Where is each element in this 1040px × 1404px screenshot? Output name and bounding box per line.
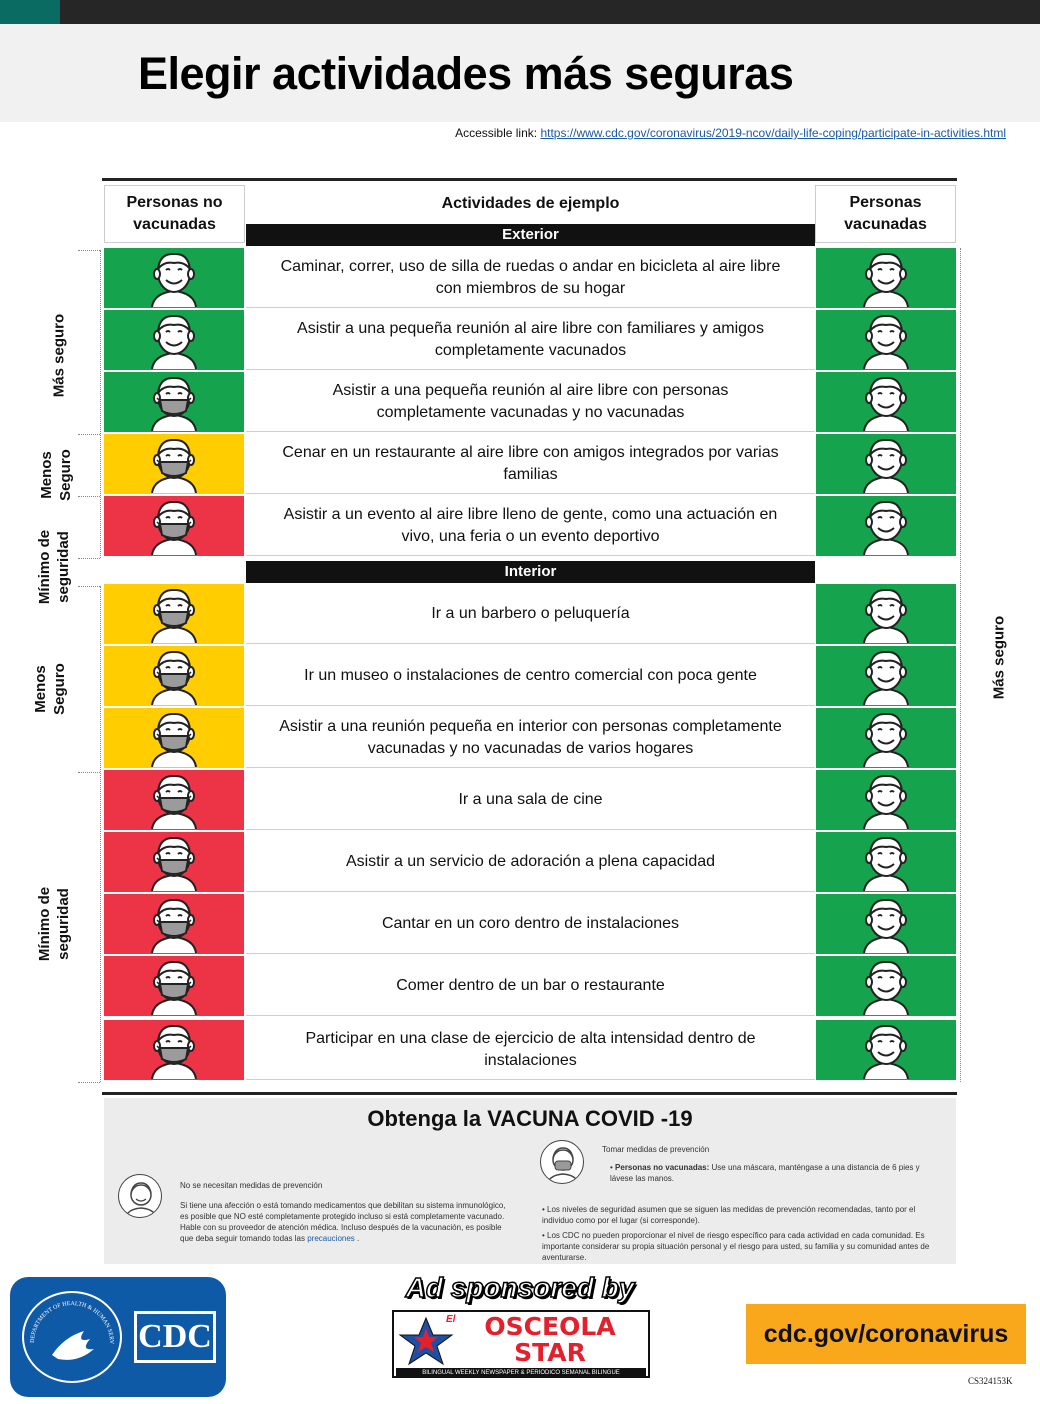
face-no-mask-icon: [140, 249, 208, 307]
vaccinated-risk-cell: [816, 584, 956, 644]
unvaccinated-risk-cell: [104, 770, 244, 830]
activity-text: Asistir a una pequeña reunión al aire libre con personas completamente vacunadas y no vacunadas: [246, 372, 815, 432]
table-row: [104, 956, 956, 1016]
table-top-rule: [102, 178, 957, 181]
note-1: • Los niveles de seguridad asumen que se siguen las medidas de prevención recomendadas, tanto por el individuo como por el lugar (si corresponde).: [542, 1205, 916, 1225]
face-mask-icon: [140, 435, 208, 493]
footer-legend: [104, 1098, 956, 1264]
activity-text: Ir a un barbero o peluquería: [246, 584, 815, 644]
right-bracket: [960, 248, 961, 1082]
osceola-tagline: BILINGUAL WEEKLY NEWSPAPER & PERIODICO SEMANAL BILINGUE: [396, 1368, 646, 1378]
svg-text:DEPARTMENT OF HEALTH & HUMAN S: [24, 1293, 114, 1345]
face-mask-icon: [140, 585, 208, 643]
bracket-tick: [78, 1082, 100, 1083]
label-minimo-exterior: [35, 507, 73, 627]
activity-text: Ir a una sala de cine: [246, 770, 815, 830]
table-row: [104, 708, 956, 768]
vaccinated-risk-cell: [816, 956, 956, 1016]
vaccinated-risk-cell: [816, 310, 956, 370]
note-2-text: Los CDC no pueden proporcionar el nivel de riesgo específico para cada actividad en cada comunidad. Es importante considerar su propia situación personal y el riesgo para usted, su familia y su comunidad antes de aventurarse.: [542, 1231, 930, 1262]
left-bracket-interior: [100, 586, 101, 1082]
label-text: Mínimo de seguridad: [36, 529, 72, 605]
document-code: CS324153K: [968, 1376, 1013, 1386]
face-no-mask-icon: [852, 771, 920, 829]
precautions-link[interactable]: precauciones: [307, 1234, 355, 1243]
vaccinated-risk-cell: [816, 248, 956, 308]
unvaccinated-risk-cell: [104, 496, 244, 556]
header-unvaccinated: Personas no vacunadas: [104, 185, 245, 243]
unvaccinated-risk-cell: [104, 956, 244, 1016]
face-no-mask-icon: [852, 249, 920, 307]
label-minimo-interior: [35, 864, 73, 984]
face-no-mask-icon: [852, 833, 920, 891]
unvaccinated-note: • Personas no vacunadas: Use una máscara, manténgase a una distancia de 6 pies y lávese las manos.: [610, 1163, 920, 1183]
unvaccinated-risk-cell: [104, 372, 244, 432]
label-text: Menos Seguro: [32, 663, 68, 715]
activity-text: Asistir a un servicio de adoración a plena capacidad: [246, 832, 815, 892]
face-mask-icon: [140, 709, 208, 767]
activity-text: Asistir a una pequeña reunión al aire libre con familiares y amigos completamente vacunados: [246, 310, 815, 370]
face-no-mask-icon: [852, 709, 920, 767]
section-interior: Interior: [246, 561, 815, 583]
left-bracket-exterior: [100, 250, 101, 558]
unvaccinated-risk-cell: [104, 434, 244, 494]
hhs-seal-icon: [22, 1291, 122, 1383]
unvaccinated-risk-cell: [104, 310, 244, 370]
unvaccinated-risk-cell: [104, 832, 244, 892]
table-row: [104, 434, 956, 494]
bracket-tick: [78, 558, 100, 559]
bracket-tick: [78, 772, 100, 773]
face-mask-icon: [140, 771, 208, 829]
activity-text: Ir un museo o instalaciones de centro comercial con poca gente: [246, 646, 815, 706]
osceola-el: El: [446, 1314, 456, 1325]
table-row: [104, 832, 956, 892]
hhs-seal-text: DEPARTMENT OF HEALTH & HUMAN SERV: [29, 1300, 115, 1345]
vaccinated-risk-cell: [816, 646, 956, 706]
vaccinated-risk-cell: [816, 434, 956, 494]
table-row: [104, 1020, 956, 1080]
footer-title: Obtenga la VACUNA COVID -19: [367, 1106, 693, 1131]
page-title: Elegir actividades más seguras: [138, 48, 794, 99]
osceola-name-line-2: STAR: [514, 1338, 586, 1367]
label-text: Menos Seguro: [38, 449, 74, 501]
top-bar-accent: [0, 0, 60, 24]
note-2: • Los CDC no pueden proporcionar el nivel de riesgo específico para cada actividad en cada comunidad. Es importante considerar su propia situación personal y el riesgo para usted, su familia y su comunidad antes de aventurarse.: [542, 1231, 930, 1262]
vaccinated-risk-cell: [816, 894, 956, 954]
table-row: [104, 894, 956, 954]
face-no-mask-icon: [852, 585, 920, 643]
cdc-wordmark: CDC: [134, 1311, 216, 1363]
face-no-mask-icon: [118, 1174, 162, 1218]
face-mask-icon: [140, 833, 208, 891]
unvaccinated-bold: Personas no vacunadas:: [615, 1163, 710, 1172]
accessible-link-line: [455, 126, 1006, 140]
table-bottom-rule: [102, 1092, 957, 1095]
face-no-mask-icon: [852, 435, 920, 493]
table-row: [104, 496, 956, 556]
face-no-mask-icon: [852, 497, 920, 555]
immune-note: Si tiene una afección o está tomando medicamentos que debilitan su sistema inmunológico, es posible que NO esté completamente protegido incluso si está completamente vacunado. Hable con su proveedor de atención médica. Incluso después de la vacunación, es posible que deba seguir tomando todas las precauciones .: [180, 1201, 506, 1243]
activity-text: Comer dentro de un bar o restaurante: [246, 956, 815, 1016]
table-row: [104, 646, 956, 706]
section-exterior: Exterior: [246, 224, 815, 246]
accessible-link-label: Accessible link:: [455, 126, 538, 140]
accessible-link-url[interactable]: https://www.cdc.gov/coronavirus/2019-ncov/daily-life-coping/participate-in-activities.html: [540, 126, 1006, 140]
face-no-mask-icon: [852, 647, 920, 705]
label-mas-seguro-right: Más seguro: [990, 615, 1008, 700]
face-mask-icon: [140, 373, 208, 431]
unvaccinated-risk-cell: [104, 708, 244, 768]
vaccinated-risk-cell: [816, 496, 956, 556]
vaccinated-risk-cell: [816, 770, 956, 830]
take-measures-text: Tomar medidas de prevención: [602, 1145, 710, 1154]
unvaccinated-risk-cell: [104, 584, 244, 644]
face-no-mask-icon: [852, 895, 920, 953]
face-mask-icon: [140, 957, 208, 1015]
vaccinated-risk-cell: [816, 832, 956, 892]
unvaccinated-risk-cell: [104, 248, 244, 308]
face-mask-icon: [140, 1021, 208, 1079]
table-row: [104, 584, 956, 644]
cdc-url-banner[interactable]: cdc.gov/coronavirus: [746, 1304, 1026, 1364]
cdc-logo: [10, 1277, 226, 1397]
vaccinated-risk-cell: [816, 372, 956, 432]
table-row: [104, 770, 956, 830]
unvaccinated-risk-cell: [104, 646, 244, 706]
table-row: [104, 372, 956, 432]
bracket-tick: [78, 586, 100, 587]
bracket-tick: [78, 496, 100, 497]
face-no-mask-icon: [852, 957, 920, 1015]
activity-text: Asistir a un evento al aire libre lleno de gente, como una actuación en vivo, una feria o un evento deportivo: [246, 496, 815, 556]
label-text: Mínimo de seguridad: [36, 886, 72, 962]
vaccinated-risk-cell: [816, 708, 956, 768]
top-bar: [0, 0, 1040, 24]
face-mask-icon: [140, 647, 208, 705]
bracket-tick: [78, 250, 100, 251]
unvaccinated-risk-cell: [104, 1020, 244, 1080]
vaccinated-risk-cell: [816, 1020, 956, 1080]
unvaccinated-risk-cell: [104, 894, 244, 954]
activity-text: Cenar en un restaurante al aire libre con amigos integrados por varias familias: [246, 434, 815, 494]
face-mask-icon: [540, 1140, 584, 1184]
activity-text: Participar en una clase de ejercicio de alta intensidad dentro de instalaciones: [246, 1020, 815, 1080]
sponsor-title: Ad sponsored by: [405, 1272, 635, 1303]
osceola-star-logo: [392, 1310, 650, 1378]
unvaccinated-text: Use una máscara, manténgase a una distancia de 6 pies y lávese las manos.: [610, 1163, 920, 1183]
face-no-mask-icon: [852, 373, 920, 431]
activity-text: Caminar, correr, uso de silla de ruedas o andar en bicicleta al aire libre con miembros de su hogar: [246, 248, 815, 308]
face-no-mask-icon: [852, 311, 920, 369]
table-row: [104, 310, 956, 370]
label-mas-seguro-left: Más seguro: [50, 313, 68, 398]
label-menos-seguro-interior: [31, 639, 69, 739]
no-measures-text: No se necesitan medidas de prevención: [180, 1181, 323, 1190]
activity-text: Asistir a una reunión pequeña en interior con personas completamente vacunadas y no vacunadas de varios hogares: [246, 708, 815, 768]
bracket-tick: [78, 434, 100, 435]
table-row: [104, 248, 956, 308]
osceola-name: [452, 1314, 648, 1366]
face-mask-icon: [140, 895, 208, 953]
note-1-text: Los niveles de seguridad asumen que se siguen las medidas de prevención recomendadas, tanto por el individuo como por el lugar (si corresponde).: [542, 1205, 916, 1225]
face-mask-icon: [140, 497, 208, 555]
face-no-mask-icon: [140, 311, 208, 369]
osceola-name-line-1: OSCEOLA: [484, 1312, 616, 1341]
immune-note-text: Si tiene una afección o está tomando medicamentos que debilitan su sistema inmunológico, es posible que NO esté completamente protegido incluso si está completamente vacunado. Hable con su proveedor de atención médica. Incluso después de la vacunación, es posible que deba seguir tomando todas las: [180, 1201, 506, 1243]
activity-text: Cantar en un coro dentro de instalaciones: [246, 894, 815, 954]
face-no-mask-icon: [852, 1021, 920, 1079]
header-activities: Actividades de ejemplo: [441, 195, 620, 212]
header-vaccinated: Personas vacunadas: [815, 185, 956, 243]
